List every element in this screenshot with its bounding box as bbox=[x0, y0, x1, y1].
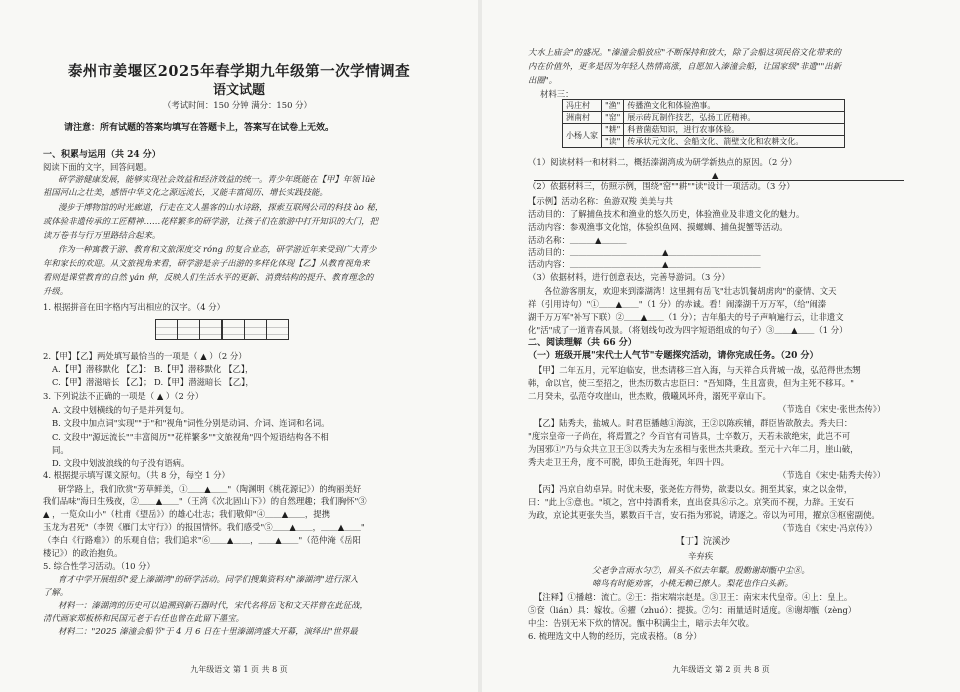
option-cd: C.【甲】潜滋暗长 【乙】； D.【甲】潜滋暗长 【乙】， bbox=[52, 377, 254, 387]
table-cell: "窑" bbox=[602, 112, 624, 124]
question-5: 5. 综合性学习活动。（10 分） bbox=[43, 561, 155, 571]
text-line: 漫步于博物馆的时光廊道，行走在文人墨客的山水诗路，探索互联网公司的科技 ào 秘， bbox=[58, 202, 384, 212]
text-line: 各位游客朋友，欢迎来到溱湖湾！这里拥有岳飞"壮志饥餐胡虏肉"的豪情、文天 bbox=[544, 286, 837, 296]
text-line: 祖国河山之壮美，感悟中华文化之源远流长，又能丰富阅历、增长实践技能。 bbox=[43, 187, 328, 197]
question-6: 6. 梳理选文中人物的经历，完成表格。（8 分） bbox=[528, 631, 702, 641]
notes-line: ⑤奁（lián）具：嫁妆。⑥擢（zhuó）：提拔。⑦匀：雨量适时适度。⑧谢却甑（zèng） bbox=[528, 605, 857, 615]
text-line: 看则是课堂教育的自然 yán 伸，反映人们生活水平的更新、消费结构的提升、教育理念的 bbox=[43, 272, 374, 282]
page-1 bbox=[0, 0, 478, 692]
text-line: 祥（引用诗句）"①＿＿▲＿＿"（1 分）的赤诚。看！闹溱湖千万万军，（给"闹溱 bbox=[528, 299, 827, 309]
text-line: ▲ ，一览众山小"（杜甫《望岳》）的雄心壮志；我们敬仰"④＿＿▲＿＿，提携 bbox=[43, 509, 331, 519]
table-cell: 传播渔文化和体验渔事。 bbox=[624, 100, 845, 112]
notes-line: 【注释】①播越：流亡。②王：指宋端宗赵是。③卫王：南宋末代皇帝。④上：皇上。 bbox=[534, 592, 853, 602]
text-line: 读万卷书与行万里路结合起来。 bbox=[43, 230, 161, 240]
grid-cell[interactable] bbox=[244, 319, 267, 340]
text-line: 韩，命以官，使三至招之，世杰历数古忠臣曰："吾知降，生且富贵，但为主死不移耳。" bbox=[528, 378, 854, 388]
source-line: （节选自《宋史·陆秀夫传》） bbox=[778, 470, 886, 480]
source-line: （节选自《宋史·冯京传》） bbox=[778, 523, 877, 533]
table-cell: "读" bbox=[602, 136, 624, 148]
table-cell: 洲南村 bbox=[563, 112, 602, 124]
page-footer: 九年级语文 第 2 页 共 8 页 bbox=[672, 665, 770, 674]
table-cell: 冯庄村 bbox=[563, 100, 602, 112]
table-cell: "渔" bbox=[602, 100, 624, 112]
material-3-label: 材料三： bbox=[540, 89, 574, 99]
part-1-heading: （一）班级开展"宋代士人气节"专题探究活动，请你完成任务。（20 分） bbox=[528, 351, 819, 361]
text-line: 材料一：溱湖湾的历史可以追溯到新石器时代，宋代名将岳飞和文天祥曾在此征战， bbox=[58, 600, 368, 610]
text-line: 年和家长的欢迎。从文旅视角来看，研学游是亲子出游的多样化体现【乙】从教育视角来 bbox=[43, 258, 370, 268]
sub-question-1: （1）阅读材料一和材料二，概括溱湖湾成为研学新热点的原因。（2 分） bbox=[528, 157, 797, 167]
grid-cell[interactable] bbox=[177, 319, 200, 340]
table-row bbox=[563, 124, 845, 136]
text-line: 我们品味"海日生残夜，②＿＿▲＿＿"（王湾《次北固山下》）的自然理趣；我们胸怀"③ bbox=[43, 496, 367, 506]
exam-title: 泰州市姜堰区2025年春学期九年级第一次学情调查 bbox=[67, 63, 411, 80]
answer-marker: ▲ bbox=[712, 170, 719, 180]
text-line: 清代画家郑板桥和民国元老于右任也曾在此留下墨宝。 bbox=[43, 613, 244, 623]
notice: 请注意：所有试题的答案均填写在答题卡上，答案写在试卷上无效。 bbox=[64, 123, 335, 133]
text-line: 为政，京论其更张失当，累数百千言，安石指为邪说，请逐之。帝以为可用，擢京③枢密副使。 bbox=[528, 510, 880, 520]
table-cell: 小杨人家 bbox=[563, 124, 602, 148]
sub-question-2: （2）依据材料三，仿照示例，围绕"窑""耕""读"设计一项活动。（3 分） bbox=[528, 181, 795, 191]
text-line: 材料二："2025 溱潼会船节"于 4 月 6 日在十里溱湖湾盛大开幕，演绎出"世界最 bbox=[58, 626, 358, 636]
table-cell: 科普菌菇知识，进行农事体验。 bbox=[624, 124, 845, 136]
text-line: 【丙】冯京自幼卓异。时优未娶，张尧佐方得势，欲妻以女。拥至其家，束之以金带， bbox=[534, 484, 853, 494]
text-line: 或体验非遗传承的工匠精神……花样繁多的研学游，让孩子们在旅游中打开知识的大门，把 bbox=[43, 216, 378, 226]
text-line: 【乙】陆秀夫，盐城人。时君臣播越①海滨，王②以陈疾辅，群臣皆欲散去。秀夫曰： bbox=[534, 418, 853, 428]
section-1-heading: 一、积累与运用（共 24 分） bbox=[43, 150, 161, 160]
poem-line: 父老争言雨水匀⑦，眉头不似去年颦。殷勤谢却甑中尘⑧。 bbox=[592, 565, 810, 575]
text-line: 【甲】二年五月，元军迫临安，世杰请移三宫入海，与天祥合兵背城一战，弘范得世杰甥 bbox=[534, 365, 861, 375]
question-2: 2.【甲】【乙】两处填写最恰当的一项是（ ▲ ）（2 分） bbox=[43, 351, 247, 361]
text-line: "度宗皇帝一子尚在，将焉置之？今百官有司皆具，士卒数万，天若未欲绝宋，此岂不可 bbox=[528, 431, 851, 441]
table-cell: 展示砖瓦制作技艺，弘扬工匠精神。 bbox=[624, 112, 845, 124]
grid-cell[interactable] bbox=[199, 319, 222, 340]
option-c-cont: 同。 bbox=[52, 445, 69, 455]
option-b: B. 文段中加点词"实现""于"和"视角"词性分别是动词、介词、连词和名词。 bbox=[52, 418, 330, 428]
example-content: 活动内容：参观渔事文化馆，体验织鱼网、摸螺蛳、捕鱼捉蟹等活动。 bbox=[528, 222, 788, 232]
text-line: 二月癸未，弘范夺攻崖山，世杰败，俄曦风坏舟，溺死平章山下。 bbox=[528, 391, 771, 401]
tianzige-grid[interactable] bbox=[155, 319, 288, 340]
table-row bbox=[563, 112, 845, 124]
source-line: （节选自《宋史·张世杰传》） bbox=[778, 404, 886, 414]
text-line: 秀夫走卫王舟，度不可脱，即负王赴海死，年四十四。 bbox=[528, 457, 729, 467]
page-footer: 九年级语文 第 1 页 共 8 页 bbox=[190, 665, 288, 674]
section-2-heading: 二、阅读理解（共 66 分） bbox=[528, 338, 637, 348]
text-line: 阅读下面的文字，回答问题。 bbox=[43, 162, 152, 172]
text-line: 作为一种寓教于游、教育和文旅深度交 róng 的复合业态，研学游近年来受到广大青少 bbox=[58, 244, 377, 254]
table-row bbox=[563, 136, 845, 148]
activity-purpose-field[interactable]: 活动目的：＿＿＿＿＿＿＿＿＿＿＿▲＿＿＿＿＿＿＿＿＿＿＿ bbox=[528, 247, 761, 257]
option-ab: A.【甲】潜移默化 【乙】： B.【甲】潜移默化 【乙】， bbox=[52, 364, 254, 374]
sub-question-3: （3）依据材料，进行创意表达，完善导游词。（3 分） bbox=[528, 272, 730, 282]
exam-subtitle: 语文试题 bbox=[212, 83, 265, 98]
example-purpose: 活动目的：了解捕鱼技术和渔业的悠久历史，体验渔业及非遗文化的魅力。 bbox=[528, 209, 805, 219]
grid-cell[interactable] bbox=[222, 319, 245, 340]
text-line: 湖千万万军"补写下联）②＿＿▲＿＿（1 分）；吉年船夫的号子声响遍行云，让非遗文 bbox=[528, 312, 844, 322]
grid-cell[interactable] bbox=[266, 319, 289, 340]
activity-name-field[interactable]: 活动名称：＿＿＿▲＿＿＿ bbox=[528, 235, 627, 245]
poem-line: 啼鸟有时能劝客，小桃无赖已撩人。梨花也作白头新。 bbox=[592, 578, 793, 588]
material-3-table bbox=[562, 99, 845, 148]
table-cell: "耕" bbox=[602, 124, 624, 136]
option-d: D. 文段中划波浪线的句子没有语病。 bbox=[52, 458, 190, 468]
text-line: 为国邪①"乃与众共立卫王③以秀夫为左丞相与张世杰共秉政。至元十六年二月，崖山破， bbox=[528, 444, 859, 454]
example-name: 【示例】活动名称：鱼游双羧 美美与共 bbox=[528, 196, 674, 206]
grid-cell[interactable] bbox=[155, 319, 178, 340]
text-line: 出圈"。 bbox=[528, 75, 557, 85]
text-line: 内在价值外，更多是因为年轻人热情高涨，自愿加入溱潼会船，让国家级"非遗""出新 bbox=[528, 61, 842, 71]
activity-content-field[interactable]: 活动内容：＿＿＿＿＿＿＿＿＿＿＿▲＿＿＿＿＿＿＿＿＿＿＿ bbox=[528, 259, 761, 269]
text-line: 升级。 bbox=[43, 286, 69, 296]
text-line: 楼记》）的政治抱负。 bbox=[43, 548, 123, 558]
text-line: （李白《行路难》）的乐观自信；我们追求"⑥＿＿▲＿＿，＿＿▲＿＿"（范仲淹《岳阳 bbox=[43, 535, 361, 545]
page-2 bbox=[482, 0, 960, 692]
option-c: C. 文段中"源远流长""丰富阅历""花样繁多""文旅视角"四个短语结构各不相 bbox=[52, 432, 329, 442]
table-row bbox=[563, 100, 845, 112]
text-line: 大水上庙会"的盛况。"溱潼会船放应"不断保持和放大，除了会船这项民俗文化带来的 bbox=[528, 47, 842, 57]
text-line: 化"活"成了一道青春风景。（将划线句改为四字短语组成的句子）③＿＿▲＿＿（1 分） bbox=[528, 325, 848, 335]
text-line: 玉龙为君死"（李贺《雁门太守行》）的报国情怀。我们感受"⑤＿＿▲＿＿，＿＿▲＿＿" bbox=[43, 522, 365, 532]
option-a: A. 文段中划横线的句子是并列复句。 bbox=[52, 405, 189, 415]
poem-author: 辛弃疾 bbox=[688, 551, 714, 561]
poem-title: 【丁】浣溪沙 bbox=[676, 537, 731, 547]
text-line: 了解。 bbox=[43, 587, 69, 597]
question-1: 1. 根据拼音在田字格内写出相应的汉字。（4 分） bbox=[43, 302, 225, 312]
text-line: 研学路上，我们欣赏"芳草鲜美，①＿＿▲＿＿"（陶渊明《桃花源记》）的绚丽美好 bbox=[58, 484, 362, 494]
question-4: 4. 根据提示填写课文原句。（共 8 分，每空 1 分） bbox=[43, 470, 230, 480]
text-line: 曰："此上⑤意也。"顷之，宫中持酒肴来，直出奁具⑥示之。京笑而不视，力辞。王安石 bbox=[528, 497, 854, 507]
exam-info: （考试时间：150 分钟 满分：150 分） bbox=[163, 100, 312, 110]
text-line: 育才中学开展组织"爱上溱湖湾"的研学活动。同学们搜集资料对"溱湖湾"进行深入 bbox=[58, 574, 359, 584]
notes-line: 中尘：告别无米下炊的情况。甑中积满尘土，暗示去年欠收。 bbox=[528, 618, 755, 628]
text-line: 研学游健康发展，能够实现社会效益和经济效益的统一。青少年既能在【甲】年领 lüè bbox=[58, 174, 376, 184]
question-3: 3. 下列说法不正确的一项是（ ▲ ）（2 分） bbox=[43, 391, 204, 401]
table-cell: 传承状元文化、会船文化、箭壁文化和农耕文化。 bbox=[624, 136, 845, 148]
